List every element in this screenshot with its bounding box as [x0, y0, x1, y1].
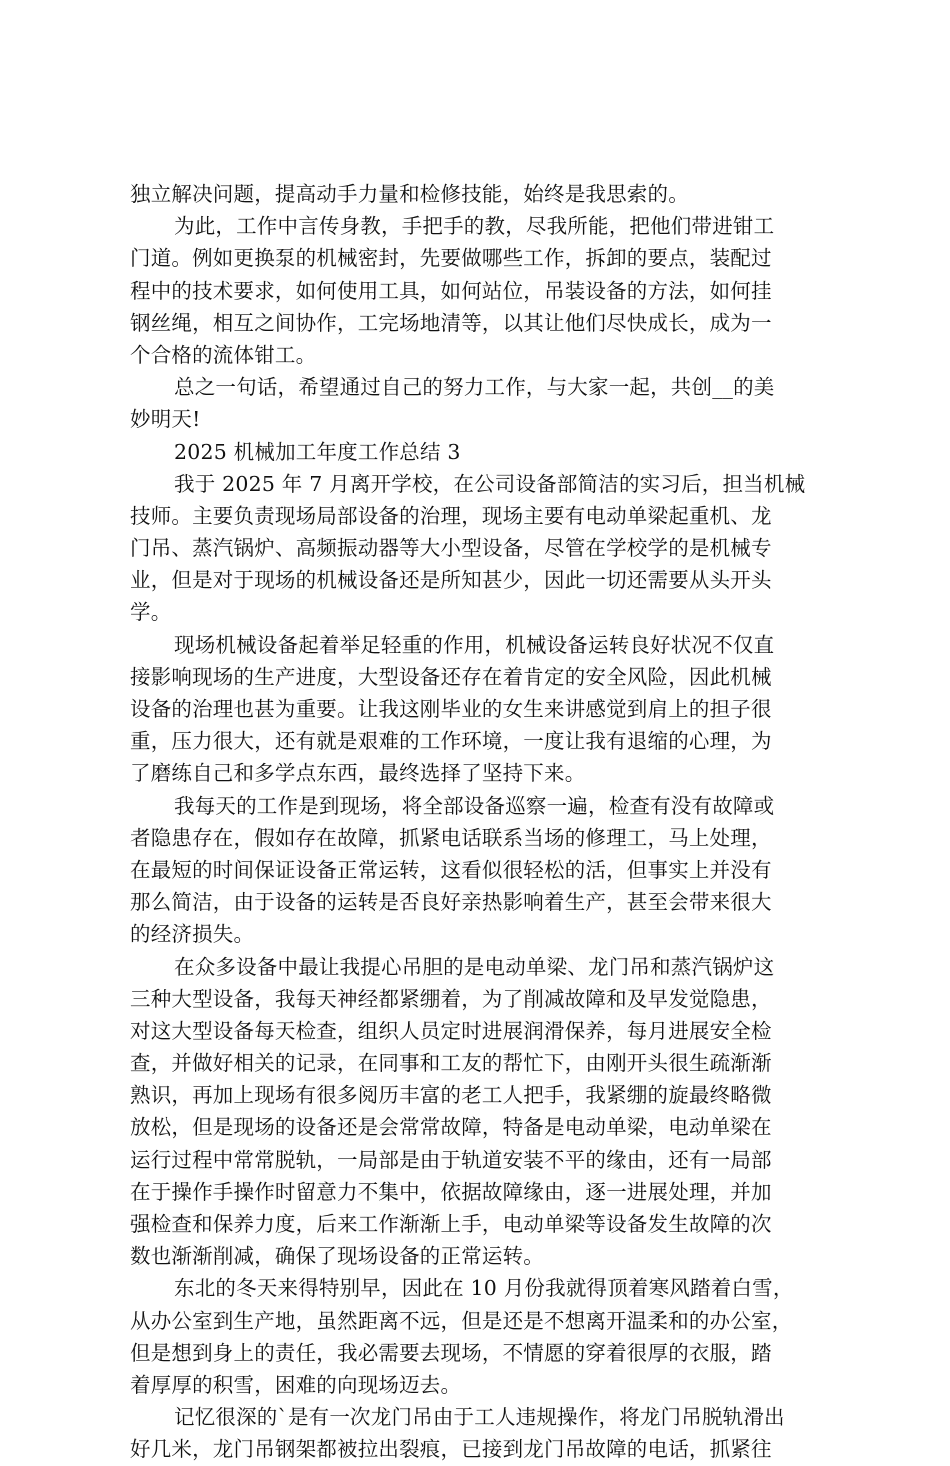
text-line: 者隐患存在，假如存在故障，抓紧电话联系当场的修理工，马上处理， [130, 825, 772, 850]
text-line: 强检查和保养力度，后来工作渐渐上手，电动单梁等设备发生故障的次 [130, 1212, 772, 1236]
text-line: 着厚厚的积雪，困难的向现场迈去。 [130, 1372, 462, 1397]
text-line: 熟识，再加上现场有很多阅历丰富的老工人把手，我紧绷的旋最终略微 [130, 1083, 772, 1108]
text-line: 妙明天! [130, 407, 201, 432]
text-line: 好几米，龙门吊钢架都被拉出裂痕，已接到龙门吊故障的电话，抓紧往 [130, 1437, 772, 1462]
text-line: 门道。例如更换泵的机械密封，先要做哪些工作，拆卸的要点，装配过 [130, 246, 772, 271]
text-line: 总之一句话，希望通过自己的努力工作，与大家一起，共创__的美 [174, 375, 775, 400]
text-line: 从办公室到生产地，虽然距离不远，但是还是不想离开温柔和的办公室， [130, 1308, 793, 1333]
text-line: 我于 2025 年 7 月离开学校，在公司设备部简洁的实习后，担当机械 [174, 471, 806, 496]
text-line: 数也渐渐削减，确保了现场设备的正常运转。 [130, 1244, 544, 1269]
text-line: 我每天的工作是到现场，将全部设备巡察一遍，检查有没有故障或 [174, 793, 775, 818]
text-line: 设备的治理也甚为重要。让我这刚毕业的女生来讲感觉到肩上的担子很 [130, 697, 772, 721]
text-line: 在众多设备中最让我提心吊胆的是电动单梁、龙门吊和蒸汽锅炉这 [174, 954, 775, 979]
text-line: 记忆很深的`是有一次龙门吊由于工人违规操作，将龙门吊脱轨滑出 [174, 1405, 785, 1430]
text-line: 独立解决问题，提高动手力量和检修技能，始终是我思索的。 [130, 182, 689, 206]
text-line: 对这大型设备每天检查，组织人员定时进展润滑保养，每月进展安全检 [130, 1018, 772, 1043]
text-line: 个合格的流体钳工。 [130, 342, 317, 367]
text-line: 的经济损失。 [130, 922, 255, 947]
text-line: 2025 机械加工年度工作总结 3 [174, 439, 461, 464]
document-body [130, 178, 830, 1466]
text-line: 在于操作手操作时留意力不集中，依据故障缘由，逐一进展处理，并加 [130, 1179, 772, 1204]
text-line: 技师。主要负责现场局部设备的治理，现场主要有电动单梁起重机、龙 [130, 503, 772, 528]
text-line: 为此，工作中言传身教，手把手的教，尽我所能，把他们带进钳工 [174, 214, 775, 239]
text-line: 钢丝绳，相互之间协作，工完场地清等，以其让他们尽快成长，成为一 [130, 310, 772, 335]
text-line: 那么简洁，由于设备的运转是否良好亲热影响着生产，甚至会带来很大 [130, 890, 772, 915]
text-line: 在最短的时间保证设备正常运转，这看似很轻松的活，但事实上并没有 [130, 857, 772, 882]
text-line: 现场机械设备起着举足轻重的作用，机械设备运转良好状况不仅直 [174, 632, 775, 657]
text-line: 东北的冬天来得特别早，因此在 10 月份我就得顶着寒风踏着白雪， [174, 1276, 794, 1301]
text-line: 业，但是对于现场的机械设备还是所知甚少，因此一切还需要从头开头 [130, 568, 772, 593]
text-line: 了磨练自己和多学点东西，最终选择了坚持下来。 [130, 761, 586, 786]
text-line: 但是想到身上的责任，我必需要去现场，不情愿的穿着很厚的衣服，踏 [130, 1340, 772, 1365]
text-line: 三种大型设备，我每天神经都紧绷着，为了削减故障和及早发觉隐患， [130, 986, 772, 1011]
text-line: 接影响现场的生产进度，大型设备还存在着肯定的安全风险，因此机械 [130, 664, 772, 689]
text-line: 门吊、蒸汽锅炉、高频振动器等大小型设备，尽管在学校学的是机械专 [130, 536, 772, 561]
text-line: 学。 [130, 600, 172, 625]
text-line: 放松，但是现场的设备还是会常常故障，特备是电动单梁，电动单梁在 [130, 1115, 772, 1140]
text-line: 程中的技术要求，如何使用工具，如何站位，吊装设备的方法，如何挂 [130, 278, 772, 303]
text-line: 查，并做好相关的记录，在同事和工友的帮忙下，由刚开头很生疏渐渐 [130, 1051, 772, 1076]
text-line: 重，压力很大，还有就是艰难的工作环境，一度让我有退缩的心理，为 [130, 729, 772, 754]
text-line: 运行过程中常常脱轨，一局部是由于轨道安装不平的缘由，还有一局部 [130, 1147, 772, 1172]
